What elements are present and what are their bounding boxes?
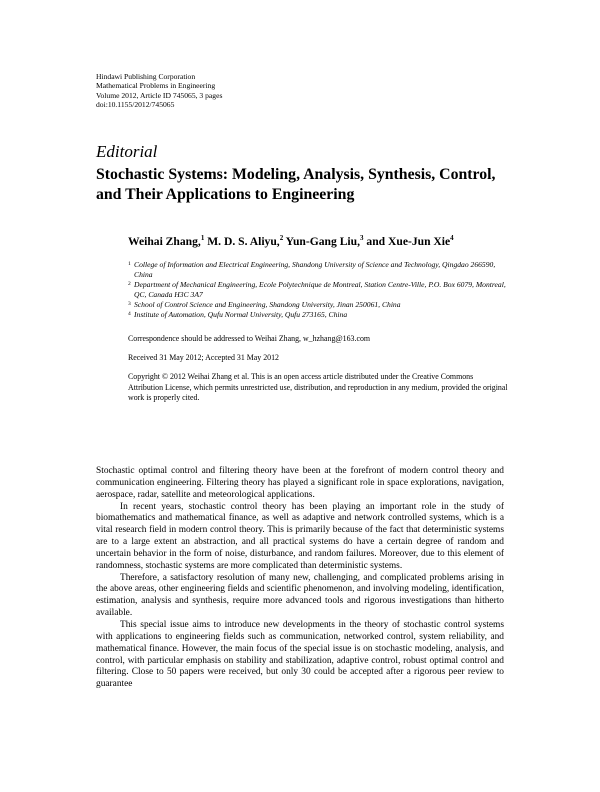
affiliation-number: 1 bbox=[128, 261, 131, 267]
author-affiliation-marker: 3 bbox=[360, 234, 364, 243]
correspondence-note: Correspondence should be addressed to Weihai Zhang, w_hzhang@163.com bbox=[128, 334, 371, 343]
affiliation-text: Institute of Automation, Qufu Normal University, Qufu 273165, China bbox=[134, 310, 348, 319]
affiliation-text: School of Control Science and Engineering, Shandong University, Jinan 250061, China bbox=[134, 300, 401, 309]
received-accepted-dates: Received 31 May 2012; Accepted 31 May 2012 bbox=[128, 353, 279, 362]
affiliation-text: Department of Mechanical Engineering, Ecole Polytechnique de Montreal, Station Centre-Ville, P.O. Box 6079, Montreal, QC, Canada H3C 3A7 bbox=[134, 280, 506, 299]
body-paragraph: This special issue aims to introduce new developments in the theory of stochastic control systems with applications to engineering fields such as communication, networked control, system reliability, and mathematical finance. However, the main focus of the special issue is on stochastic modeling, analysis, and control, with particular emphasis on stability and stabilization, adaptive control, robust optimal control and filtering. Close to 50 papers were received, but only 30 could be accepted after a rigorous peer review to guarantee bbox=[96, 619, 504, 690]
affiliation-item bbox=[128, 300, 508, 310]
journal-name: Mathematical Problems in Engineering bbox=[96, 81, 216, 91]
doi: doi:10.1155/2012/745065 bbox=[96, 99, 175, 109]
affiliation-number: 3 bbox=[128, 301, 131, 307]
author-name: and Xue-Jun Xie bbox=[366, 235, 451, 248]
body-paragraph: Therefore, a satisfactory resolution of many new, challenging, and complicated problems arising in the above areas, other engineering fields and scientific phenomenon, and involving modeling, identification, estimation, analysis and synthesis, require more advanced tools and rigorous investigations than hitherto available. bbox=[96, 572, 504, 619]
affiliation-item bbox=[128, 280, 508, 300]
publisher-name: Hindawi Publishing Corporation bbox=[96, 72, 196, 81]
author-list bbox=[128, 235, 454, 248]
author-affiliation-marker: 4 bbox=[450, 234, 454, 243]
affiliation-number: 4 bbox=[128, 311, 131, 317]
author-name: M. D. S. Aliyu, bbox=[207, 235, 280, 248]
section-label: Editorial bbox=[96, 142, 158, 161]
journal-header bbox=[96, 72, 222, 109]
affiliation-item bbox=[128, 260, 508, 280]
body-paragraph: In recent years, stochastic control theory has been playing an important role in the study of biomathematics and mathematical finance, as well as adaptive and network controlled systems, which is a vital research field in modern control theory. This is primarily because of the fact that deterministic systems are to a large extent an abstraction, and all practical systems do have a certain degree of random and uncertain behavior in the form of noise, disturbance, and random failures. Moreover, due to this element of randomness, stochastic systems are more complicated than deterministic systems. bbox=[96, 501, 504, 571]
article-title: Stochastic Systems: Modeling, Analysis, Synthesis, Control, and Their Applications to Engineering bbox=[96, 166, 496, 203]
volume-info: Volume 2012, Article ID 745065, 3 pages bbox=[96, 90, 223, 100]
author-name: Weihai Zhang, bbox=[128, 235, 201, 248]
author-affiliation-marker: 2 bbox=[279, 234, 284, 243]
author-name: Yun-Gang Liu, bbox=[285, 235, 360, 248]
author-affiliation-marker: 1 bbox=[200, 234, 205, 243]
affiliation-number: 2 bbox=[128, 281, 131, 287]
body-paragraph: Stochastic optimal control and filtering theory have been at the forefront of modern control theory and communication engineering. Filtering theory has played a significant role in space explorations, navigation, aerospace, radar, satellite and meteorological applications. bbox=[96, 466, 504, 500]
affiliation-text: College of Information and Electrical Engineering, Shandong University of Science and Technology, Qingdao 266590, China bbox=[134, 260, 496, 279]
affiliation-list bbox=[128, 260, 508, 320]
copyright-notice: Copyright © 2012 Weihai Zhang et al. This is an open access article distributed under the Creative Commons Attribution License, which permits unrestricted use, distribution, and reproduction in any medium, provided the original work is properly cited. bbox=[128, 372, 508, 402]
affiliation-item bbox=[128, 310, 508, 320]
article-body bbox=[96, 466, 504, 691]
